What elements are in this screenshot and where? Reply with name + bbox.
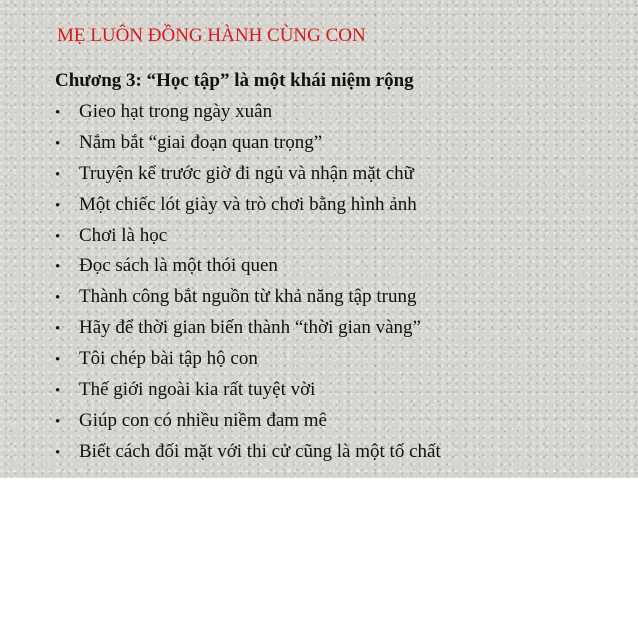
- bullet-text: Tôi chép bài tập hộ con: [79, 348, 258, 370]
- bullet-text: Chơi là học: [79, 224, 168, 246]
- bullet-icon: •: [55, 413, 61, 430]
- bullet-text: Thành công bắt nguồn từ khả năng tập trung: [79, 286, 417, 308]
- bullet-item: [55, 162, 441, 193]
- bullet-item: [55, 347, 441, 378]
- bullet-icon: •: [55, 228, 61, 245]
- bullet-list: [55, 100, 441, 471]
- bullet-icon: •: [55, 259, 61, 276]
- bullet-text: Giúp con có nhiều niềm đam mê: [79, 409, 327, 431]
- chapter-heading: Chương 3: “Học tập” là một khái niệm rộng: [55, 70, 414, 91]
- bullet-text: Nắm bắt “giai đoạn quan trọng”: [79, 131, 323, 153]
- bullet-icon: •: [55, 197, 61, 214]
- bullet-item: [55, 285, 441, 316]
- bullet-item: [55, 224, 441, 255]
- bullet-text: Hãy để thời gian biến thành “thời gian vàng”: [79, 317, 421, 339]
- bullet-item: [55, 440, 441, 471]
- bullet-text: Đọc sách là một thói quen: [79, 255, 278, 277]
- bullet-item: [55, 378, 441, 409]
- bullet-icon: •: [55, 105, 61, 121]
- bullet-text: Một chiếc lót giày và trò chơi bằng hình ảnh: [79, 193, 417, 215]
- bullet-item: [55, 100, 441, 131]
- bullet-item: [55, 316, 441, 347]
- bullet-item: [55, 131, 441, 162]
- bullet-text: Gieo hạt trong ngày xuân: [79, 101, 273, 122]
- bullet-icon: •: [55, 290, 61, 307]
- bullet-icon: •: [55, 135, 61, 152]
- bullet-item: [55, 193, 441, 224]
- bullet-icon: •: [55, 444, 61, 461]
- bullet-text: Biết cách đối mặt với thi cử cũng là một tố chất: [79, 440, 441, 462]
- bullet-icon: •: [55, 166, 61, 183]
- bullet-icon: •: [55, 383, 61, 400]
- bullet-icon: •: [55, 352, 61, 369]
- bullet-icon: •: [55, 321, 61, 338]
- bullet-item: [55, 254, 441, 285]
- bullet-text: Truyện kể trước giờ đi ngủ và nhận mặt chữ: [79, 162, 414, 184]
- bullet-item: [55, 409, 441, 440]
- bullet-text: Thế giới ngoài kia rất tuyệt vời: [79, 379, 316, 401]
- slide-title: MẸ LUÔN ĐỒNG HÀNH CÙNG CON: [57, 25, 366, 46]
